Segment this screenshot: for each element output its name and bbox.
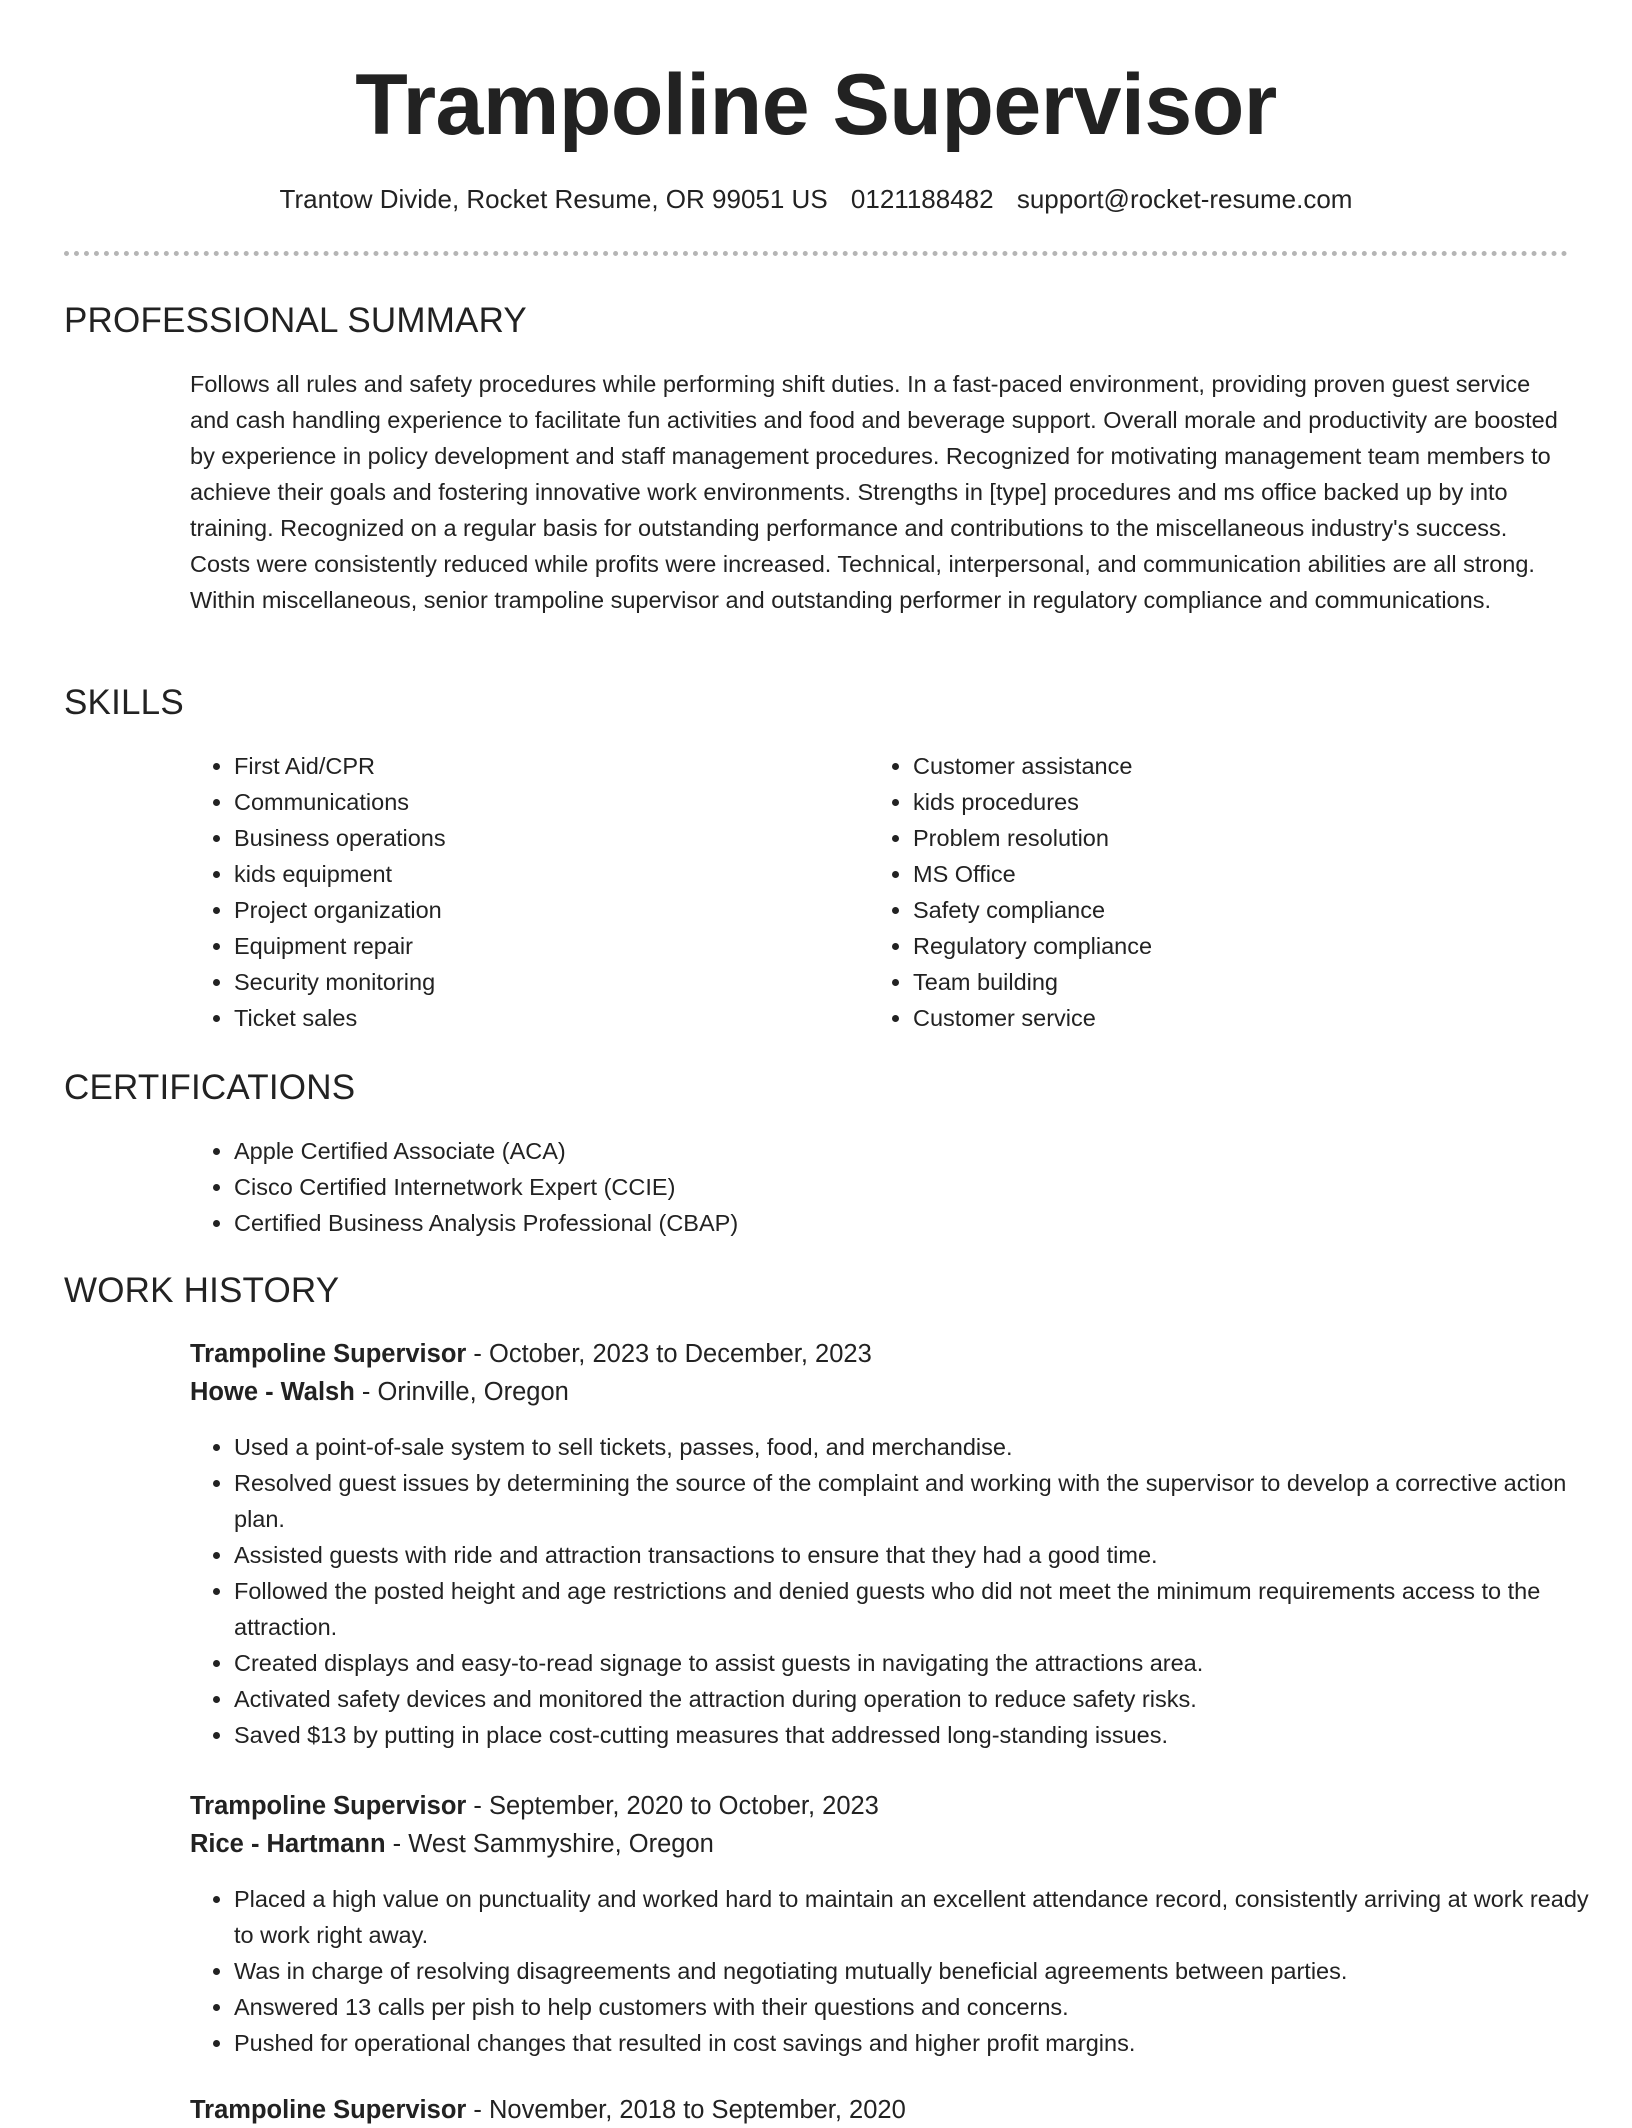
- job-bullet: • Answered 13 calls per pish to help customers with their questions and concerns.: [234, 1989, 1604, 2025]
- email-text: support@rocket-resume.com: [1016, 184, 1353, 214]
- job-bullet: • Pushed for operational changes that resulted in cost savings and higher profit margins.: [234, 2025, 1604, 2061]
- skills-heading: SKILLS: [64, 683, 184, 722]
- skill-item: • Equipment repair: [234, 928, 854, 964]
- skill-item: • Regulatory compliance: [913, 928, 1533, 964]
- skill-item: • MS Office: [913, 856, 1533, 892]
- job-company: Rice - Hartmann: [190, 1830, 386, 1858]
- skill-item: • Problem resolution: [913, 820, 1533, 856]
- skills-list-right: [869, 748, 1533, 1036]
- work-history-heading: WORK HISTORY: [64, 1271, 340, 1310]
- job-bullet: • Followed the posted height and age restrictions and denied guests who did not meet the minimum requirements access to the attraction.: [234, 1573, 1604, 1645]
- job-bullet: • Activated safety devices and monitored the attraction during operation to reduce safety risks.: [234, 1681, 1604, 1717]
- summary-text: Follows all rules and safety procedures while performing shift duties. In a fast-paced environment, providing proven guest service and cash handling experience to facilitate fun activities and food and beverage support. Overall morale and productivity are boosted by experience in policy development and staff management procedures. Recognized for motivating management team members to achieve their goals and fostering innovative work environments. Strengths in [type] procedures and ms office backed up by into training. Recognized on a regular basis for outstanding performance and contributions to the miscellaneous industry's success. Costs were consistently reduced while profits were increased. Technical, interpersonal, and communication abilities are all strong. Within miscellaneous, senior trampoline supervisor and outstanding performer in regulatory compliance and communications.: [190, 371, 1558, 613]
- phone-text: 0121188482: [850, 184, 994, 214]
- skill-item: • First Aid/CPR: [234, 748, 854, 784]
- job-dates: - November, 2018 to September, 2020: [466, 2096, 906, 2124]
- job-company-line: [190, 1826, 714, 1862]
- job-dates: - September, 2020 to October, 2023: [466, 1792, 879, 1820]
- address-text: Trantow Divide, Rocket Resume, OR 99051 US: [279, 184, 828, 214]
- page-title: Trampoline Supervisor: [355, 57, 1277, 153]
- skill-item: • kids procedures: [913, 784, 1533, 820]
- job-title-line: [190, 1788, 879, 1824]
- job-bullet: • Assisted guests with ride and attraction transactions to ensure that they had a good time.: [234, 1537, 1604, 1573]
- skill-item: • Team building: [913, 964, 1533, 1000]
- job-company-line: [190, 1374, 569, 1410]
- certifications-heading: CERTIFICATIONS: [64, 1068, 356, 1107]
- job-bullet: • Created displays and easy-to-read signage to assist guests in navigating the attractions area.: [234, 1645, 1604, 1681]
- skill-item: • Security monitoring: [234, 964, 854, 1000]
- certification-item: • Apple Certified Associate (ACA): [234, 1133, 1534, 1169]
- skill-item: • Customer assistance: [913, 748, 1533, 784]
- header-divider: [64, 251, 1568, 256]
- certification-item: • Certified Business Analysis Professional (CBAP): [234, 1205, 1534, 1241]
- job-bullet: • Saved $13 by putting in place cost-cutting measures that addressed long-standing issues.: [234, 1717, 1604, 1753]
- skills-list-left: [190, 748, 854, 1036]
- skill-item: • Business operations: [234, 820, 854, 856]
- job-location: - West Sammyshire, Oregon: [385, 1830, 714, 1858]
- job-bullets: [190, 1881, 1604, 2061]
- skill-item: • kids equipment: [234, 856, 854, 892]
- skill-item: • Safety compliance: [913, 892, 1533, 928]
- job-bullet: • Placed a high value on punctuality and worked hard to maintain an excellent attendance record, consistently arriving at work ready to work right away.: [234, 1881, 1604, 1953]
- job-title-line: [190, 1336, 872, 1372]
- job-role: Trampoline Supervisor: [190, 2096, 467, 2124]
- skill-item: • Ticket sales: [234, 1000, 854, 1036]
- contact-line: [0, 182, 1632, 216]
- job-bullet: • Was in charge of resolving disagreements and negotiating mutually beneficial agreements between parties.: [234, 1953, 1604, 1989]
- skill-item: • Project organization: [234, 892, 854, 928]
- skill-item: • Communications: [234, 784, 854, 820]
- certification-item: • Cisco Certified Internetwork Expert (CCIE): [234, 1169, 1534, 1205]
- job-title-line: [190, 2092, 906, 2128]
- job-bullet: • Used a point-of-sale system to sell tickets, passes, food, and merchandise.: [234, 1429, 1604, 1465]
- job-role: Trampoline Supervisor: [190, 1340, 467, 1368]
- job-dates: - October, 2023 to December, 2023: [466, 1340, 872, 1368]
- job-role: Trampoline Supervisor: [190, 1792, 467, 1820]
- job-company: Howe - Walsh: [190, 1378, 355, 1406]
- certifications-list: [190, 1133, 1534, 1241]
- summary-heading: PROFESSIONAL SUMMARY: [64, 301, 527, 340]
- job-location: - Orinville, Oregon: [354, 1378, 569, 1406]
- job-bullet: • Resolved guest issues by determining the source of the complaint and working with the supervisor to develop a corrective action plan.: [234, 1465, 1604, 1537]
- job-bullets: [190, 1429, 1604, 1753]
- skill-item: • Customer service: [913, 1000, 1533, 1036]
